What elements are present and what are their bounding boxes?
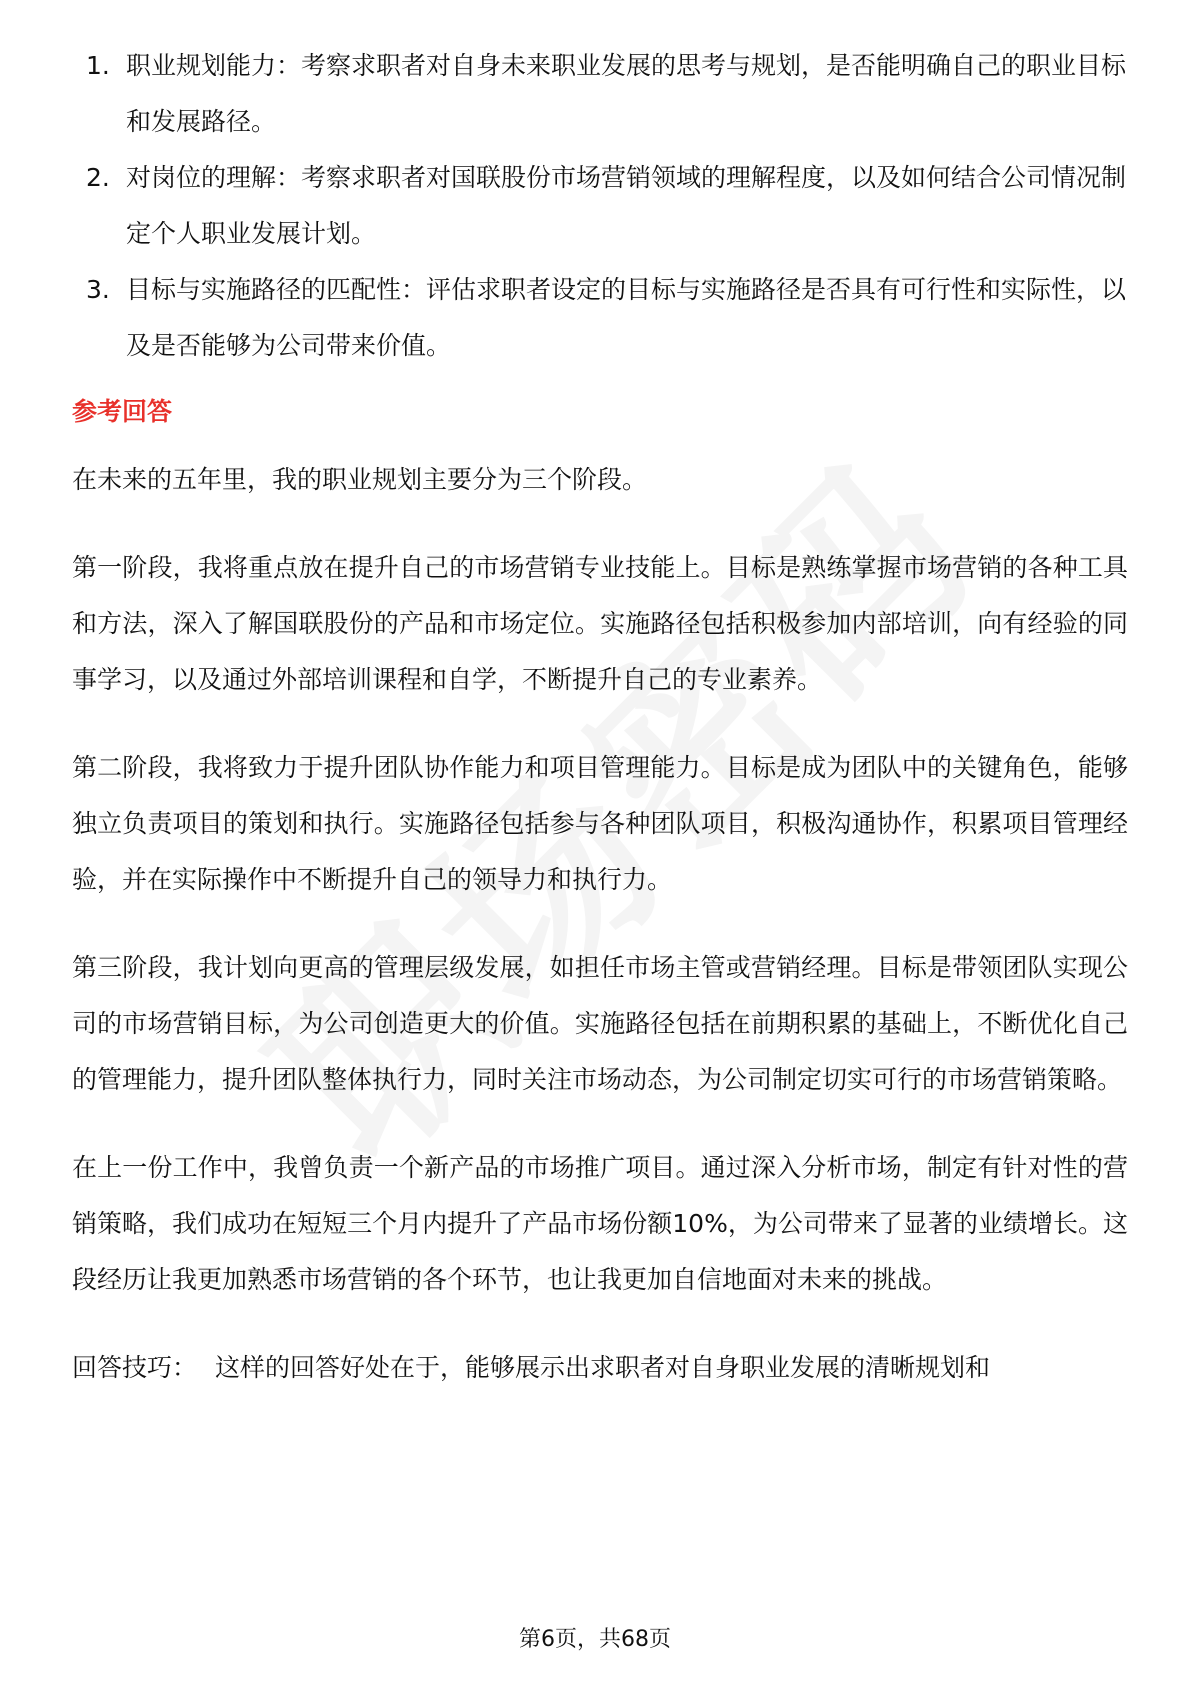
tips-label: 回答技巧： <box>72 1353 198 1382</box>
list-item <box>72 38 1128 150</box>
list-item <box>72 150 1128 262</box>
answer-tips <box>72 1340 1128 1396</box>
answer-paragraph: 在上一份工作中，我曾负责一个新产品的市场推广项目。通过深入分析市场，制定有针对性的营销策略，我们成功在短短三个月内提升了产品市场份额10%，为公司带来了显著的业绩增长。这段经历让我更加熟悉市场营销的各个环节，也让我更加自信地面对未来的挑战。 <box>72 1153 1128 1294</box>
answer-paragraph: 第一阶段，我将重点放在提升自己的市场营销专业技能上。目标是熟练掌握市场营销的各种工具和方法，深入了解国联股份的产品和市场定位。实施路径包括积极参加内部培训，向有经验的同事学习，以及通过外部培训课程和自学，不断提升自己的专业素养。 <box>72 553 1128 694</box>
list-item <box>72 262 1128 374</box>
list-item-number: 3. <box>86 275 110 304</box>
list-item-number: 1. <box>86 51 110 80</box>
page-content <box>72 38 1128 1396</box>
list-item-text: 职业规划能力：考察求职者对自身未来职业发展的思考与规划，是否能明确自己的职业目标和发展路径。 <box>126 51 1127 136</box>
answer-paragraph: 在未来的五年里，我的职业规划主要分为三个阶段。 <box>72 465 648 494</box>
answer-paragraph: 第三阶段，我计划向更高的管理层级发展，如担任市场主管或营销经理。目标是带领团队实现公司的市场营销目标，为公司创造更大的价值。实施路径包括在前期积累的基础上，不断优化自己的管理能力，提升团队整体执行力，同时关注市场动态，为公司制定切实可行的市场营销策略。 <box>72 953 1128 1094</box>
list-item-text: 对岗位的理解：考察求职者对国联股份市场营销领域的理解程度，以及如何结合公司情况制定个人职业发展计划。 <box>126 163 1127 248</box>
answer-section-title: 参考回答 <box>72 397 173 426</box>
criteria-list <box>72 38 1128 374</box>
list-item-text: 目标与实施路径的匹配性：评估求职者设定的目标与实施路径是否具有可行性和实际性，以及是否能够为公司带来价值。 <box>126 275 1127 360</box>
answer-paragraph: 第二阶段，我将致力于提升团队协作能力和项目管理能力。目标是成为团队中的关键角色，能够独立负责项目的策划和执行。实施路径包括参与各种团队项目，积极沟通协作，积累项目管理经验，并在实际操作中不断提升自己的领导力和执行力。 <box>72 753 1128 894</box>
list-item-number: 2. <box>86 163 110 192</box>
page-number-footer: 第6页，共68页 <box>519 1627 671 1652</box>
tips-text: 这样的回答好处在于，能够展示出求职者对自身职业发展的清晰规划和 <box>215 1353 991 1382</box>
